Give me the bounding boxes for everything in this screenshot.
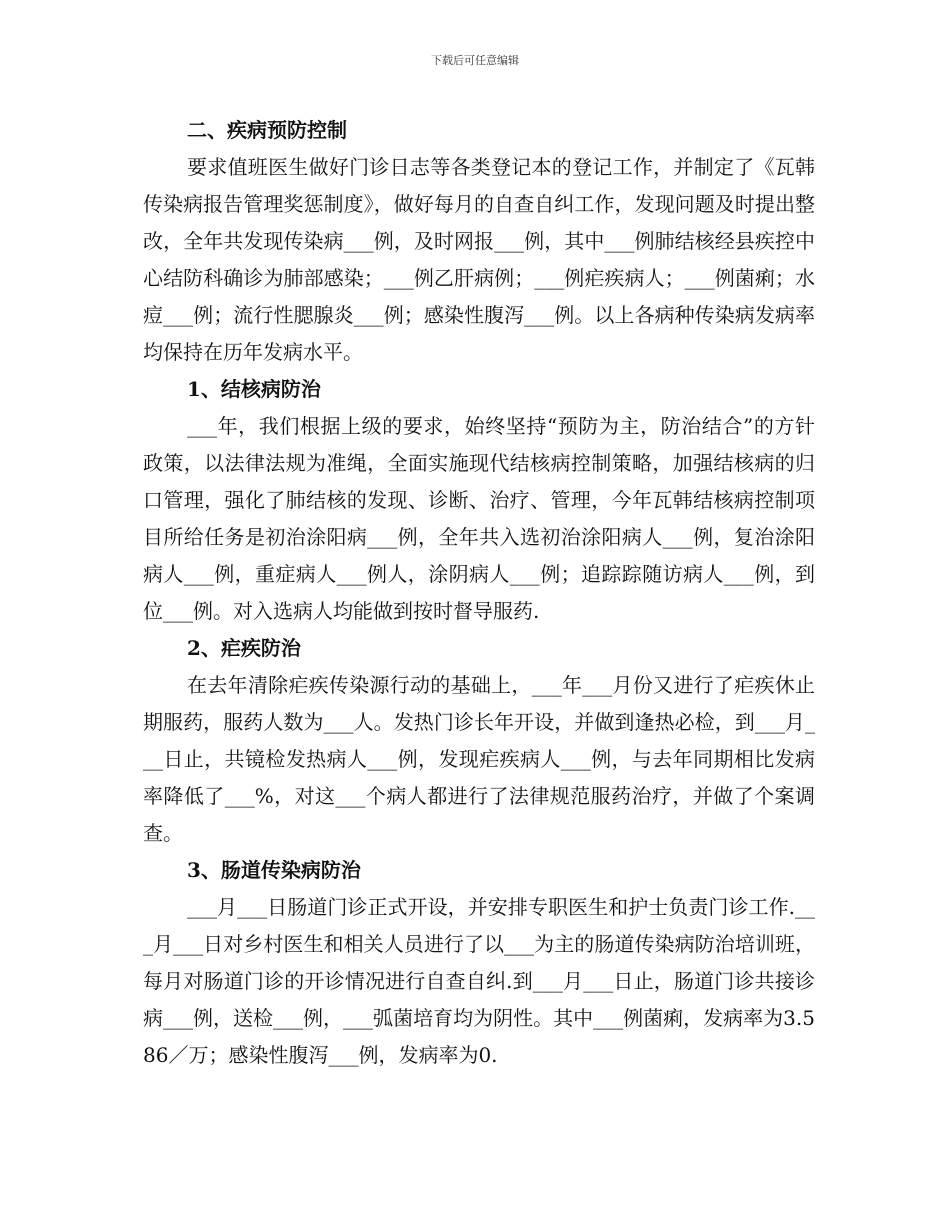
header-note: 下载后可任意编辑 xyxy=(431,54,519,67)
section-heading-intestinal: 3、肠道传染病防治 xyxy=(187,858,361,882)
paragraph-disease-control: 要求值班医生做好门诊日志等各类登记本的登记工作，并制定了《瓦韩传染病报告管理奖惩制度》，做好每月的自查自纠工作，发现问题及时提出整改，全年共发现传染病___例，及时网报___例，其中___例肺结核经县疾控中心结防科确诊为肺部感染；___例乙肝病例；___例疟疾病人；___例菌痢；水痘___例；流行性腮腺炎___例；感染性腹泻___例。以上各病种传染病发病率均保持在历年发病水平。 xyxy=(143,155,815,364)
paragraph-intestinal: ___月___日肠道门诊正式开设，并安排专职医生和护士负责门诊工作.___月___日对乡村医生和相关人员进行了以___为主的肠道传染病防治培训班，每月对肠道门诊的开诊情况进行自查自纠.到___月___日止，肠道门诊共接诊病___例，送检___例，___弧菌培育均为阴性。其中___例菌痢，发病率为3.586／万；感染性腹泻___例，发病率为0. xyxy=(143,895,815,1067)
paragraph-malaria: 在去年清除疟疾传染源行动的基础上，___年___月份又进行了疟疾休止期服药，服药人数为___人。发热门诊长年开设，并做到逢热必检，到___月___日止，共镜检发热病人___例，发现疟疾病人___例，与去年同期相比发病率降低了___%，对这___个病人都进行了法律规范服药治疗，并做了个案调查。 xyxy=(143,673,815,845)
section-heading-malaria: 2、疟疾防治 xyxy=(187,636,301,660)
section-heading-tuberculosis: 1、结核病防治 xyxy=(187,377,321,401)
section-heading-disease-control: 二、疾病预防控制 xyxy=(187,118,347,142)
paragraph-tuberculosis: ___年，我们根据上级的要求，始终坚持“预防为主，防治结合”的方针政策，以法律法规为准绳，全面实施现代结核病控制策略，加强结核病的归口管理，强化了肺结核的发现、诊断、治疗、管理，今年瓦韩结核病控制项目所给任务是初治涂阳病___例，全年共入选初治涂阳病人___例，复治涂阳病人___例，重症病人___例人，涂阴病人___例；追踪踪随访病人___例，到位___例。对入选病人均能做到按时督导服药. xyxy=(143,414,815,623)
document-body xyxy=(143,112,815,1074)
